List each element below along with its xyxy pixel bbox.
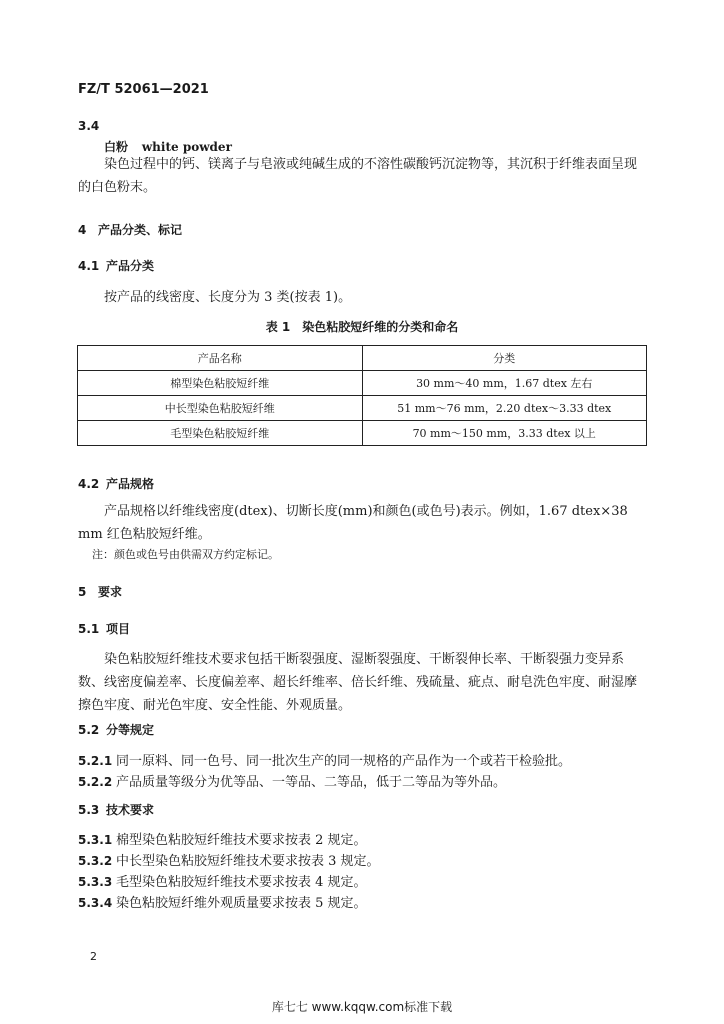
clause-text: 染色粘胶短纤维外观质量要求按表 5 规定。 [116, 896, 367, 911]
section-4-1-heading [78, 257, 154, 274]
clause-text: 同一原料、同一色号、同一批次生产的同一规格的产品作为一个或若干检验批。 [116, 754, 572, 769]
section-5-title: 要求 [98, 585, 123, 599]
section-4-1-number: 4.1 [78, 259, 100, 273]
section-5-1-text: 染色粘胶短纤维技术要求包括干断裂强度、湿断裂强度、干断裂伸长率、干断裂强力变异系数、线密度偏差率、长度偏差率、超长纤维率、倍长纤维、残硫量、疵点、耐皂洗色牢度、耐湿摩擦色牢度、耐光色牢度、安全性能、外观质量。 [78, 652, 638, 713]
section-4-number: 4 [78, 223, 87, 237]
section-4-2-number: 4.2 [78, 477, 100, 491]
section-5-2-number: 5.2 [78, 723, 100, 737]
clause-5-2-2 [78, 771, 506, 790]
table-cell-class: 70 mm～150 mm，3.33 dtex 以上 [362, 421, 647, 446]
standard-code: FZ/T 52061—2021 [78, 82, 209, 97]
table-cell-class: 30 mm～40 mm，1.67 dtex 左右 [362, 371, 647, 396]
section-4-1-title: 产品分类 [106, 259, 155, 273]
section-5-2-title: 分等规定 [106, 723, 155, 737]
clause-number: 5.2.2 [78, 775, 113, 789]
clause-5-2-1 [78, 750, 571, 769]
clause-number: 5.3.4 [78, 896, 113, 910]
footer-watermark: 库七七 www.kqqw.com标准下载 [271, 1000, 453, 1014]
section-5-1-heading [78, 620, 130, 637]
section-5-1-title: 项目 [106, 622, 131, 636]
classification-table [77, 345, 647, 446]
clause-5-3-4 [78, 892, 367, 911]
section-4-title: 产品分类、标记 [98, 223, 183, 237]
section-5-3-title: 技术要求 [106, 803, 155, 817]
clause-text: 产品质量等级分为优等品、一等品、二等品，低于二等品为等外品。 [116, 775, 507, 790]
section-4-heading [78, 221, 182, 238]
clause-number: 5.3.2 [78, 854, 113, 868]
clause-text: 毛型染色粘胶短纤维技术要求按表 4 规定。 [116, 875, 367, 890]
table-1-caption: 表 1 染色粘胶短纤维的分类和命名 [265, 320, 459, 334]
section-4-2-title: 产品规格 [106, 477, 155, 491]
clause-5-3-1 [78, 829, 367, 848]
section-4-1-text: 按产品的线密度、长度分为 3 类(按表 1)。 [104, 290, 352, 305]
section-4-2-text: 产品规格以纤维线密度(dtex)、切断长度(mm)和颜色(或色号)表示。例如，1.67 dtex×38 mm 红色粘胶短纤维。 [78, 504, 628, 542]
table-cell-name: 中长型染色粘胶短纤维 [78, 396, 363, 421]
clause-5-3-3 [78, 871, 367, 890]
table-cell-name: 棉型染色粘胶短纤维 [78, 371, 363, 396]
clause-number: 5.2.1 [78, 754, 113, 768]
clause-number: 5.3.1 [78, 833, 113, 847]
term-definition: 染色过程中的钙、镁离子与皂液或纯碱生成的不溶性碳酸钙沉淀物等，其沉积于纤维表面呈现的白色粉末。 [78, 157, 638, 195]
table-row [78, 421, 647, 446]
page-number: 2 [90, 950, 97, 963]
table-cell-class: 51 mm～76 mm，2.20 dtex～3.33 dtex [362, 396, 647, 421]
section-5-number: 5 [78, 585, 87, 599]
section-3-4-number: 3.4 [78, 119, 100, 133]
section-5-3-number: 5.3 [78, 803, 100, 817]
section-5-1-number: 5.1 [78, 622, 100, 636]
clause-text: 中长型染色粘胶短纤维技术要求按表 3 规定。 [116, 854, 380, 869]
table-header-classification: 分类 [362, 346, 647, 371]
clause-5-3-2 [78, 850, 380, 869]
term-en: white powder [141, 140, 232, 154]
clause-text: 棉型染色粘胶短纤维技术要求按表 2 规定。 [116, 833, 367, 848]
table-cell-name: 毛型染色粘胶短纤维 [78, 421, 363, 446]
table-row [78, 396, 647, 421]
section-5-2-heading [78, 721, 154, 738]
table-header-row [78, 346, 647, 371]
table-row [78, 371, 647, 396]
table-header-product-name: 产品名称 [78, 346, 363, 371]
section-4-2-note: 注：颜色或色号由供需双方约定标记。 [92, 548, 279, 561]
section-4-2-heading [78, 475, 154, 492]
term-zh: 白粉 [104, 140, 129, 154]
section-5-heading [78, 583, 122, 600]
section-5-3-heading [78, 801, 154, 818]
clause-number: 5.3.3 [78, 875, 113, 889]
